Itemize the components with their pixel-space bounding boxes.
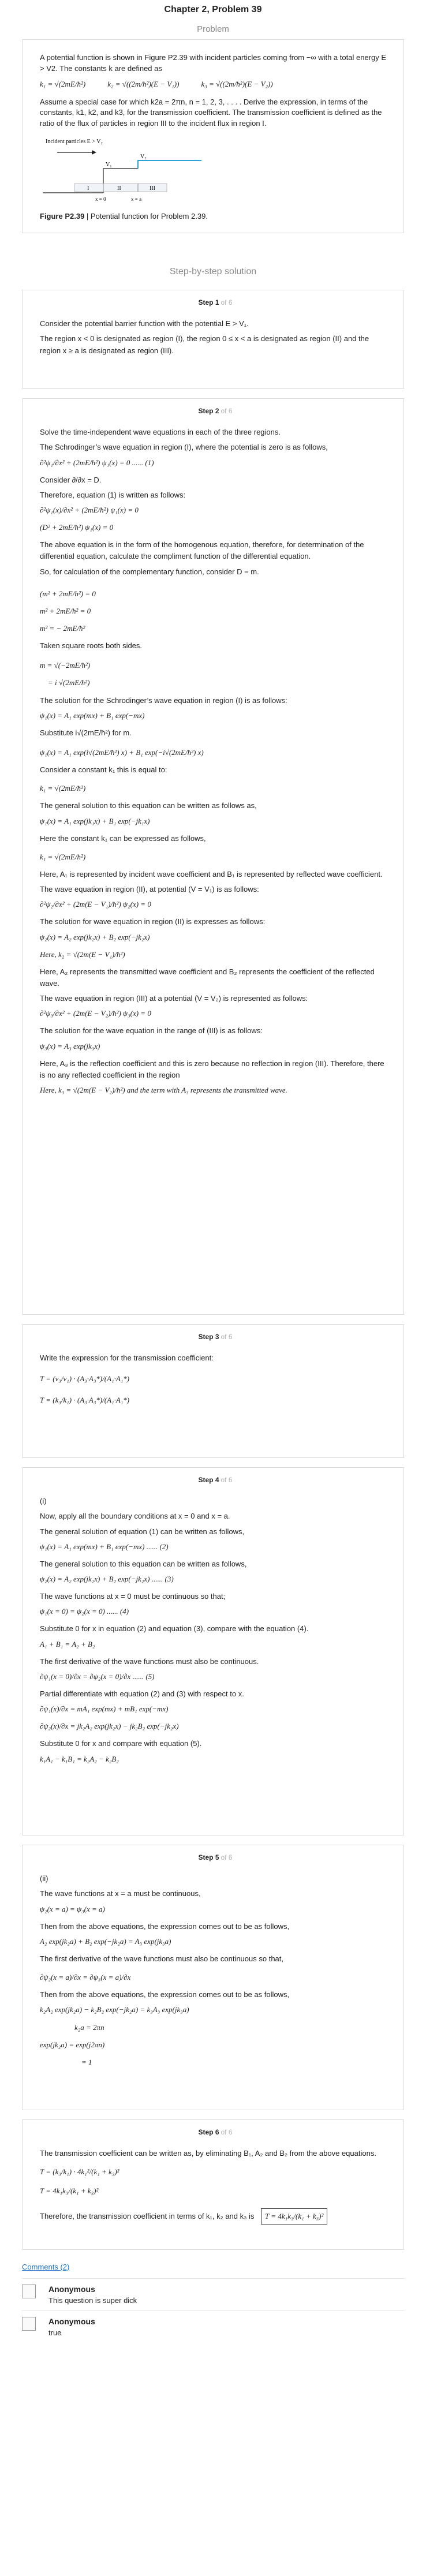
step-3-text: Write the expression for the transmission coefficient: — [40, 1354, 214, 1363]
step-2-text: Here, A₂ represents the transmitted wave coefficient and B₂ represents the coefficient of the reflected wave. — [40, 967, 375, 988]
step-2-text: The wave equation in region (II), at potential (V = V₁) is as follows: — [40, 885, 259, 894]
figure-caption-text: | Potential function for Problem 2.39. — [84, 211, 208, 220]
equation: ∂²ψ₂/∂x² + (2m(E − V₁)/ħ²) ψ₂(x) = 0 — [40, 900, 151, 909]
step-2-text: The solution for the wave equation in the range of (III) is as follows: — [40, 1026, 263, 1035]
step-2-text: Taken square roots both sides. — [40, 641, 143, 650]
k3-definition: k₃ = √((2m/ħ²)(E − V₂)) — [201, 79, 273, 88]
step-4-heading: Step 4 of 6 — [198, 1475, 233, 1484]
step-2-text: Consider a constant k₁ this is equal to: — [40, 765, 167, 775]
equation: A₂ exp(jk₂a) + B₂ exp(−jk₂a) = A₃ exp(jk₃a) — [40, 1936, 171, 1946]
avatar — [22, 2317, 36, 2331]
step-2 — [22, 398, 404, 1315]
step-5-text: The first derivative of the wave functions must also be continuous so that, — [40, 1954, 283, 1964]
equation: A₁ + B₁ = A₂ + B₂ — [40, 1639, 95, 1648]
equation: = 1 — [81, 2057, 92, 2066]
step-2-heading: Step 2 of 6 — [198, 406, 233, 415]
chapter-title: Chapter 2, Problem 39 — [164, 5, 262, 14]
comment — [22, 2278, 404, 2310]
avatar — [22, 2285, 36, 2298]
equation: ∂²ψ₃/∂x² + (2m(E − V₂)/ħ²) ψ₃(x) = 0 — [40, 1009, 151, 1018]
arrow-head-icon — [92, 150, 96, 155]
equation: ψ₁(x) = A₁ exp(jk₁x) + B₁ exp(−jk₁x) — [40, 816, 150, 825]
comment-text: This question is super dick — [48, 2295, 137, 2305]
xa-label: x = a — [131, 196, 142, 203]
step-2-text: The above equation is in the form of the homogenous equation, therefore, for determination of the differential equation, calculate the compliment function of the differential equation. — [40, 540, 364, 561]
step-6-heading: Step 6 of 6 — [198, 2128, 233, 2136]
equation: ψ₂(x = a) = ψ₃(x = a) — [40, 1904, 105, 1913]
equation: m² = − 2mE/ħ² — [40, 624, 85, 633]
step-5-text: Then from the above equations, the expression comes out to be as follows, — [40, 1990, 290, 1999]
step-3-heading: Step 3 of 6 — [198, 1332, 233, 1341]
equation: k₂a = 2πn — [74, 2022, 104, 2032]
step-2-text: The wave equation in region (III) at a potential (V = V₂) is represented as follows: — [40, 994, 308, 1003]
step-4-text: Now, apply all the boundary conditions at x = 0 and x = a. — [40, 1512, 230, 1521]
equation: ψ₃(x) = A₃ exp(jk₃x) — [40, 1041, 100, 1050]
comment — [22, 2310, 404, 2343]
step-3 — [22, 1324, 404, 1458]
v1-label: V₁ — [106, 162, 112, 169]
step-6-text — [40, 2205, 391, 2230]
step-1 — [22, 290, 404, 389]
region-1-label: I — [87, 185, 89, 192]
incident-label: Incident particles E > V₂ — [46, 139, 103, 145]
step-2-text: The Schrodinger’s wave equation in region (I), where the potential is zero is as follows, — [40, 443, 328, 452]
equation: ∂ψ₁(x = 0)/∂x = ∂ψ₂(x = 0)/∂x ...... (5) — [40, 1672, 155, 1681]
step-2-text: Consider ∂/∂x = D. — [40, 475, 102, 484]
step-2-text: Here, A₁ is represented by incident wave coefficient and B₁ is represented by reflected wave coefficient. — [40, 870, 383, 878]
problem-card — [22, 39, 404, 233]
step-5-heading: Step 5 of 6 — [198, 1853, 233, 1861]
equation: ψ₁(x = 0) = ψ₂(x = 0) ...... (4) — [40, 1607, 129, 1616]
potential-diagram — [40, 135, 213, 204]
equation: exp(jk₂a) = exp(j2πn) — [40, 2040, 105, 2049]
step-2-text: So, for calculation of the complementary function, consider D = m. — [40, 567, 259, 576]
comment-author: Anonymous — [48, 2316, 95, 2326]
equation: k₁ = √(2mE/ħ²) — [40, 852, 86, 861]
step-2-text: The solution for the Schrodinger’s wave equation in region (I) is as follows: — [40, 696, 287, 705]
equation: ∂ψ₂(x)/∂x = jk₂A₂ exp(jk₂x) − jk₂B₂ exp(−jk₂x) — [40, 1722, 179, 1731]
figure-caption-bold: Figure P2.39 — [40, 211, 85, 220]
step-2-text: The general solution to this equation can be written as follows as, — [40, 801, 257, 810]
potential-figure — [40, 135, 391, 208]
k1-definition: k₁ = √(2mE/ħ²) — [40, 79, 86, 88]
equation: Here, k₃ = √(2m(E − V₂)/ħ²) and the term with A₃ represents the transmitted wave. — [40, 1085, 287, 1094]
step-4-text: Partial differentiate with equation (2) and (3) with respect to x. — [40, 1689, 244, 1699]
equation: k₂A₂ exp(jk₂a) − k₂B₂ exp(−jk₂a) = k₃A₃ exp(jk₃a) — [40, 2005, 189, 2014]
figure-caption — [40, 211, 391, 222]
step-v2 — [138, 160, 201, 169]
step-4-text: The first derivative of the wave functions must also be continuous. — [40, 1657, 259, 1666]
equation: ψ₁(x) = A₁ exp(mx) + B₁ exp(−mx) ...... (2) — [40, 1542, 169, 1551]
k2-definition: k₂ = √((2m/ħ²)(E − V₁)) — [107, 79, 180, 88]
equation: m = √(−2mE/ħ²) — [40, 661, 91, 670]
equation: ψ₁(x) = A₁ exp(mx) + B₁ exp(−mx) — [40, 711, 145, 720]
step-1-heading: Step 1 of 6 — [198, 298, 233, 306]
equation: m² + 2mE/ħ² = 0 — [40, 606, 91, 615]
region-3-label: III — [150, 185, 155, 192]
equation: T = 4k₁k₃/(k₁ + k₃)² — [40, 2186, 99, 2195]
step-2-text: Therefore, equation (1) is written as follows: — [40, 490, 186, 499]
step-5-text: The wave functions at x = a must be continuous, — [40, 1889, 201, 1898]
equation: ∂ψ₂(x = a)/∂x = ∂ψ₃(x = a)/∂x — [40, 1973, 131, 1982]
equation: T = (v₃/v₁) · (A₃·A₃*)/(A₁·A₁*) — [40, 1374, 130, 1384]
comment-author: Anonymous — [48, 2284, 95, 2294]
comments-link[interactable]: Comments (2) — [22, 2262, 70, 2271]
step-2-text: Solve the time-independent wave equations in each of the three regions. — [40, 428, 281, 437]
step-2-text: Here, A₃ is the reflection coefficient and this is zero because no reflection in region (III). Therefore, there is no any reflected coefficient in the region — [40, 1059, 384, 1079]
k-definitions — [40, 79, 391, 90]
step-6-text: The transmission coefficient can be written as, by eliminating B₁, A₂ and B₂ from the above equations. — [40, 2149, 376, 2158]
equation: Here, k₂ = √(2m(E − V₁)/ħ²) — [40, 949, 125, 959]
step-4-text: (i) — [40, 1497, 47, 1506]
step-5-text: (ii) — [40, 1874, 48, 1883]
equation: T = (k₃/k₁) · (A₃·A₃*)/(A₁·A₁*) — [40, 1395, 130, 1404]
step-6-conclusion: Therefore, the transmission coefficient in terms of k₁, k₂ and k₃ is — [40, 2211, 255, 2220]
equation: T = (k₃/k₁) · 4k₁²/(k₁ + k₃)² — [40, 2167, 119, 2177]
problem-intro: A potential function is shown in Figure P2.39 with incident particles coming from −∞ with a total energy E > V2. The constants k are defined as — [40, 53, 386, 73]
step-5-text: Then from the above equations, the expression comes out to be as follows, — [40, 1921, 290, 1931]
x0-label: x = 0 — [95, 196, 106, 203]
step-5 — [22, 1845, 404, 2110]
solution-title: Step-by-step solution — [169, 266, 257, 276]
step-1-text: Consider the potential barrier function with the potential E > V₁. — [40, 319, 249, 328]
equation: (D² + 2mE/ħ²) ψ₁(x) = 0 — [40, 523, 114, 532]
step-2-text: The solution for wave equation in region (II) is expresses as follows: — [40, 917, 266, 926]
step-4-text: Substitute 0 for x and compare with equation (5). — [40, 1739, 202, 1748]
step-4-text: Substitute 0 for x in equation (2) and equation (3), compare with the equation (4). — [40, 1624, 309, 1633]
equation: ∂²ψ₁/∂x² + (2mE/ħ²) ψ₁(x) = 0 ...... (1) — [40, 458, 154, 467]
step-4-text: The general solution to this equation can be written as follows, — [40, 1559, 247, 1568]
step-6 — [22, 2119, 404, 2250]
equation: ψ₂(x) = A₂ exp(jk₂x) + B₂ exp(−jk₂x) — [40, 932, 150, 941]
comments-section — [22, 2263, 404, 2343]
equation: ∂²ψ₁(x)/∂x² + (2mE/ħ²) ψ₁(x) = 0 — [40, 506, 139, 515]
step-4-text: The wave functions at x = 0 must be continuous so that; — [40, 1592, 226, 1601]
equation: = i √(2mE/ħ²) — [48, 678, 90, 687]
equation: ψ₂(x) = A₂ exp(jk₂x) + B₂ exp(−jk₂x) ...... (3) — [40, 1575, 174, 1584]
equation: k₁ = √(2mE/ħ²) — [40, 784, 86, 793]
region-2-label: II — [117, 185, 121, 192]
final-answer: T = 4k₁k₃/(k₁ + k₃)² — [261, 2208, 327, 2224]
equation: k₁A₁ − k₁B₁ = k₂A₂ − k₂B₂ — [40, 1754, 119, 1763]
step-1-text: The region x < 0 is designated as region (I), the region 0 ≤ x < a is designated as region (II) and the region x ≥ a is designated as region (III). — [40, 334, 369, 355]
equation: ψ₁(x) = A₁ exp(i√(2mE/ħ²) x) + B₁ exp(−i√(2mE/ħ²) x) — [40, 748, 204, 757]
step-2-text: Here the constant k₁ can be expressed as follows, — [40, 833, 206, 843]
step-2-text: Substitute i√(2mE/ħ²) for m. — [40, 728, 132, 737]
equation: ∂ψ₁(x)/∂x = mA₁ exp(mx) + mB₁ exp(−mx) — [40, 1704, 169, 1714]
problem-label: Problem — [197, 24, 229, 34]
v2-label: V₂ — [140, 154, 147, 160]
problem-body: Assume a special case for which k2a = 2πn, n = 1, 2, 3, . . . . Derive the expression, in terms of the constants, k1, k2, and k3, for the transmission coefficient. The transmission coefficient is defined as the ratio of the flux of particles in region III to the incident flux in region I. — [40, 97, 382, 128]
step-4-text: The general solution of equation (1) can be written as follows, — [40, 1527, 245, 1536]
comment-text: true — [48, 2328, 62, 2337]
equation: (m² + 2mE/ħ²) = 0 — [40, 589, 96, 598]
step-4 — [22, 1467, 404, 1835]
